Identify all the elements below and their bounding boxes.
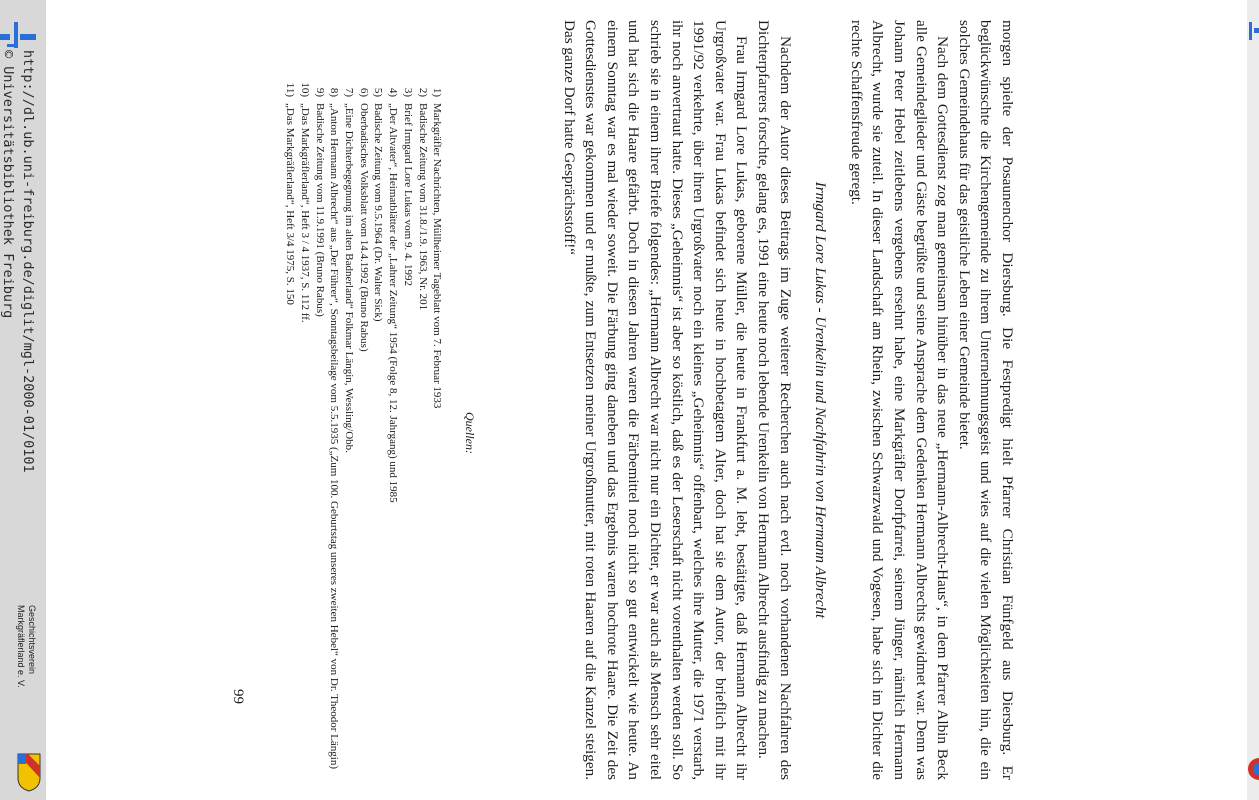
left-viewer-bar — [0, 0, 46, 800]
main-text-block — [550, 20, 1018, 780]
coat-of-arms-icon — [1247, 752, 1259, 786]
sources-section — [255, 77, 477, 789]
source-number: 11) — [284, 82, 297, 97]
paragraph: Nach dem Gottesdienst zog man gemeinsam hinüber in das neue „Hermann-Albrecht-Haus“, in dem Pfarrer Albin Beck alle Gemeindeglieder und Gäste begrüßte und seine Ansprache dem Gedenken Hermann Albrechts gewidmet war. Denn was Johann Peter Hebel zeitlebens vergebens ersehnt habe, eine Markgräfler Dorfpfarrei, seinem Jünger, nämlich Hermann Albrecht, wurde sie zuteil. In dieser Landschaft am Rhein, zwischen Schwarzwald und Vogesen, habe sich im Dichter die rechte Schaffensfreude geregt. — [847, 20, 952, 780]
sources-list — [283, 77, 445, 789]
source-text: „Eine Dichterbegegnung im alten Badnerland“ Folkmar Längin, Wessling/Obb. — [343, 103, 356, 453]
source-text: „Anton Hermann Albrecht“ aus „Der Führer“, Sonntagsbeilage vom 5.5.1935 („Zum 100. Geburtstag unseres zweiten Hebel“ von Dr. Theodor Längin) — [328, 103, 341, 770]
source-text: Badische Zeitung vom 11.9.1991 (Bruno Rabus) — [313, 103, 326, 317]
source-number: 1) — [431, 87, 444, 97]
society-line-1: Geschichtsverein — [27, 605, 37, 675]
source-number: 2) — [416, 87, 429, 97]
source-item — [297, 77, 312, 789]
document-page — [46, 0, 1247, 800]
university-logo-icon — [1247, 20, 1259, 42]
library-credit: © Universitätsbibliothek Freiburg — [0, 50, 16, 319]
source-number: 9) — [313, 87, 326, 97]
source-text: Markgräfler Nachrichten, Müllheimer Tageblatt vom 7. Februar 1933 — [431, 103, 444, 409]
source-number: 5) — [372, 87, 385, 97]
source-number: 3) — [401, 87, 414, 97]
source-text: Badische Zeitung vom 9.5.1964 (Dr. Walter Sick) — [372, 103, 385, 322]
source-item — [341, 77, 356, 789]
document-url[interactable]: http://dl.ub.uni-freiburg.de/diglit/mgl-2000-01/0101 — [20, 50, 36, 473]
paragraph: Nachdem der Autor dieses Beitrags im Zuge weiterer Recherchen auch nach evtl. noch vorhandenen Nachfahren des Dichterpfarrers forschte, gelang es, 1991 eine heute noch lebende Urenkelin von Hermann Albrecht ausfindig zu machen. — [755, 20, 794, 780]
source-item — [283, 77, 298, 789]
source-text: Badische Zeitung vom 31.8./1.9. 1963, Nr. 201 — [416, 103, 429, 311]
source-item — [430, 77, 445, 789]
source-item — [371, 77, 386, 789]
source-number: 10) — [298, 82, 311, 97]
section-heading: Irmgard Lore Lukas - Urenkelin und Nachfahrin von Hermann Albrecht — [812, 181, 830, 619]
source-number: 7) — [343, 87, 356, 97]
coat-of-arms-icon — [16, 752, 42, 792]
society-name — [3, 605, 37, 735]
source-text: Brief Irmgard Lore Lukas vom 9. 4. 1992 — [401, 103, 414, 286]
sources-heading: Quellen: — [463, 412, 477, 454]
source-item — [385, 77, 400, 789]
source-item — [356, 77, 371, 789]
source-item — [312, 77, 327, 789]
source-number: 8) — [328, 87, 341, 97]
source-text: „Der Altvater“, Heimatblätter der „Lahrer Zeitung“ 1954 (Folge 8, 12. Jahrgang) und 1985 — [387, 103, 400, 503]
source-text: „Das Markgräflerland“, Heft 3 / 4 1937, S. 112 ff. — [298, 103, 311, 323]
source-text: „Das Markgräflerland“, Heft 3/4 1975, S. 150 — [284, 103, 297, 305]
source-item — [327, 77, 342, 789]
paragraph: morgen spielte der Posaunenchor Diersburg. Die Festpredigt hielt Pfarrer Christian Fünfgeld aus Diersburg. Er beglückwünschte die Kirchengemeinde zu ihrem Unternehmungsgeist und wies auf die vielen Möglichkeiten hin, die ein solches Gemeindehaus für das geistliche Leben einer Gemeinde bietet. — [955, 20, 1016, 780]
source-number: 4) — [387, 87, 400, 97]
source-item — [415, 77, 430, 789]
source-text: Oberbadisches Volksblatt vom 14.4.1992 (Bruno Rabus) — [357, 103, 370, 352]
university-logo-icon — [0, 14, 40, 54]
society-line-2: Markgräflerland e. V. — [16, 605, 26, 688]
source-number: 6) — [357, 87, 370, 97]
page-number: 99 — [230, 689, 246, 704]
paragraph: Frau Irmgard Lore Lukas, geborene Müller, die heute in Frankfurt a. M. lebt, bestätigte, daß Hermann Albrecht ihr Urgroßvater war. Frau Lukas befindet sich heute in hochbetagtem Alter, doch hat sie dem Autor, der brieflich mit ihr 1991/92 verkehrte, über ihren Urgroßvater noch ein kleines „Geheimnis“ offenbart, welches ihre Mutter, die 1971 verstarb, ihr noch anvertraut hatte. Dieses „Geheimnis“ ist aber so köstlich, daß es der Leserschaft nicht vorenthalten werden soll. So schrieb sie in einem ihrer Briefe folgendes: „Hermann Albrecht war nicht nur ein Dichter, er war auch als Mensch sehr eitel und hat sich die Haare gefärbt. Doch in diesen Jahren waren die Färbemittel noch nicht so gut entwickelt wie heute. An einem Sonntag war es mal wieder soweit. Die Färbung ging daneben und das Ergebnis waren hochrote Haare. Die Zeit des Gottesdienstes war gekommen und er mußte, zum Entsetzen meiner Urgroßmutter, mit roten Haaren auf die Kanzel steigen. Das ganze Dorf hatte Gesprächsstoff!“ — [560, 20, 751, 780]
source-item — [400, 77, 415, 789]
right-viewer-bar — [1247, 0, 1259, 800]
